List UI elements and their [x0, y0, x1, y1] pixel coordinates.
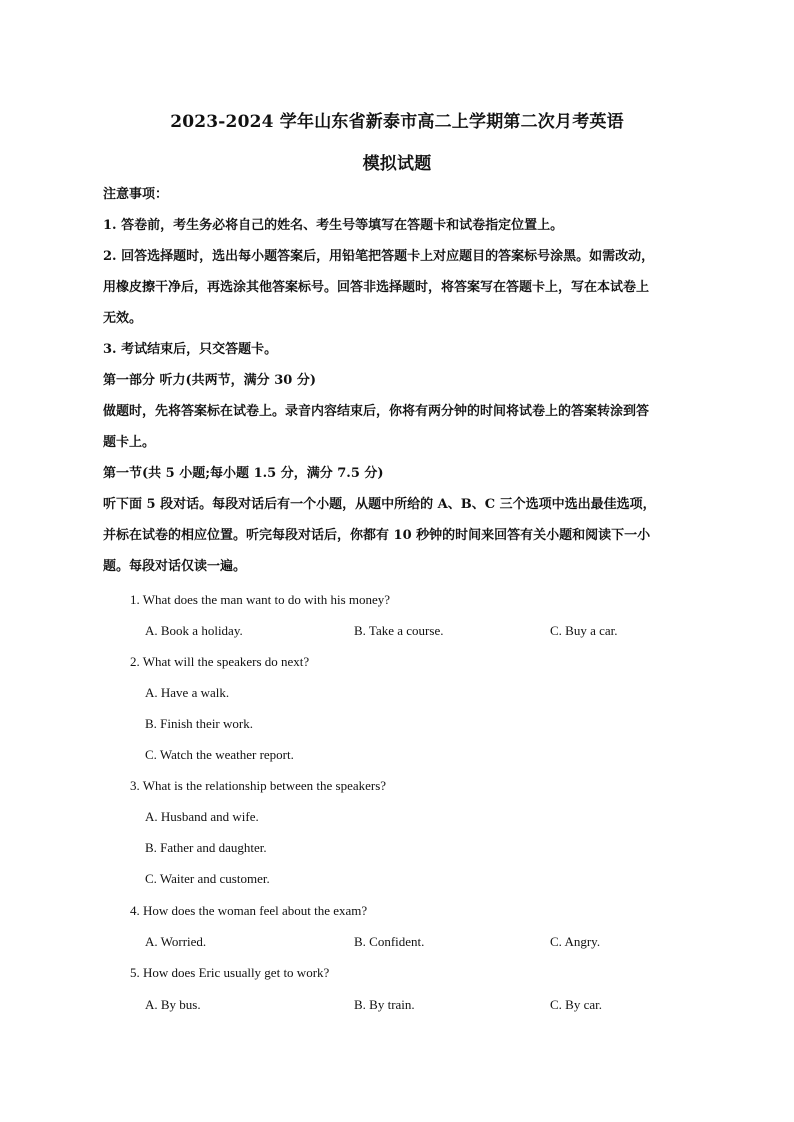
notice-item-2-line-2: 用橡皮擦干净后，再选涂其他答案标号。回答非选择题时，将答案写在答题卡上，写在本试卷上: [103, 280, 650, 295]
question-3-option-c: C. Waiter and customer.: [145, 871, 270, 886]
question-2-option-c: C. Watch the weather report.: [145, 747, 294, 762]
page-subtitle: 模拟试题: [362, 154, 432, 174]
section1-instruction-line-3: 题。每段对话仅读一遍。: [103, 559, 247, 574]
question-1-option-b: B. Take a course.: [354, 623, 444, 638]
page-title: 2023-2024 学年山东省新泰市高二上学期第二次月考英语: [170, 112, 624, 132]
section1-instruction-line-1: 听下面 5 段对话。每段对话后有一个小题，从题中所给的 A、B、C 三个选项中选出最佳选项，: [103, 497, 656, 512]
part1-instruction-line-2: 题卡上。: [103, 435, 156, 450]
question-5-option-c: C. By car.: [550, 997, 602, 1012]
question-2-option-a: A. Have a walk.: [145, 685, 230, 700]
question-4-option-c: C. Angry.: [550, 934, 601, 949]
question-2-option-b: B. Finish their work.: [145, 716, 253, 731]
notice-item-1: 1. 答卷前，考生务必将自己的姓名、考生号等填写在答题卡和试卷指定位置上。: [103, 218, 564, 233]
question-2-stem: 2. What will the speakers do next?: [130, 654, 310, 669]
notice-item-3: 3. 考试结束后，只交答题卡。: [103, 342, 278, 357]
question-1-option-c: C. Buy a car.: [550, 623, 618, 638]
notice-heading: 注意事项：: [103, 187, 169, 202]
part1-heading: 第一部分 听力(共两节，满分 30 分): [103, 373, 316, 388]
notice-item-2-line-3: 无效。: [103, 311, 143, 326]
question-1-stem: 1. What does the man want to do with his money?: [130, 592, 391, 607]
question-5-stem: 5. How does Eric usually get to work?: [130, 965, 330, 980]
part1-instruction-line-1: 做题时，先将答案标在试卷上。录音内容结束后，你将有两分钟的时间将试卷上的答案转涂到答: [103, 404, 650, 419]
question-1-option-a: A. Book a holiday.: [145, 623, 243, 638]
question-3-option-b: B. Father and daughter.: [145, 840, 267, 855]
question-5-option-a: A. By bus.: [145, 997, 201, 1012]
question-5-option-b: B. By train.: [354, 997, 415, 1012]
question-3-option-a: A. Husband and wife.: [145, 809, 259, 824]
question-4-stem: 4. How does the woman feel about the exam?: [130, 903, 368, 918]
section1-heading: 第一节(共 5 小题;每小题 1.5 分，满分 7.5 分): [103, 466, 384, 481]
question-4-option-a: A. Worried.: [145, 934, 207, 949]
question-4-option-b: B. Confident.: [354, 934, 425, 949]
question-3-stem: 3. What is the relationship between the speakers?: [130, 778, 387, 793]
notice-item-2-line-1: 2. 回答选择题时，选出每小题答案后，用铅笔把答题卡上对应题目的答案标号涂黑。如需改动，: [103, 249, 655, 264]
section1-instruction-line-2: 并标在试卷的相应位置。听完每段对话后，你都有 10 秒钟的时间来回答有关小题和阅读下一小: [103, 528, 651, 543]
